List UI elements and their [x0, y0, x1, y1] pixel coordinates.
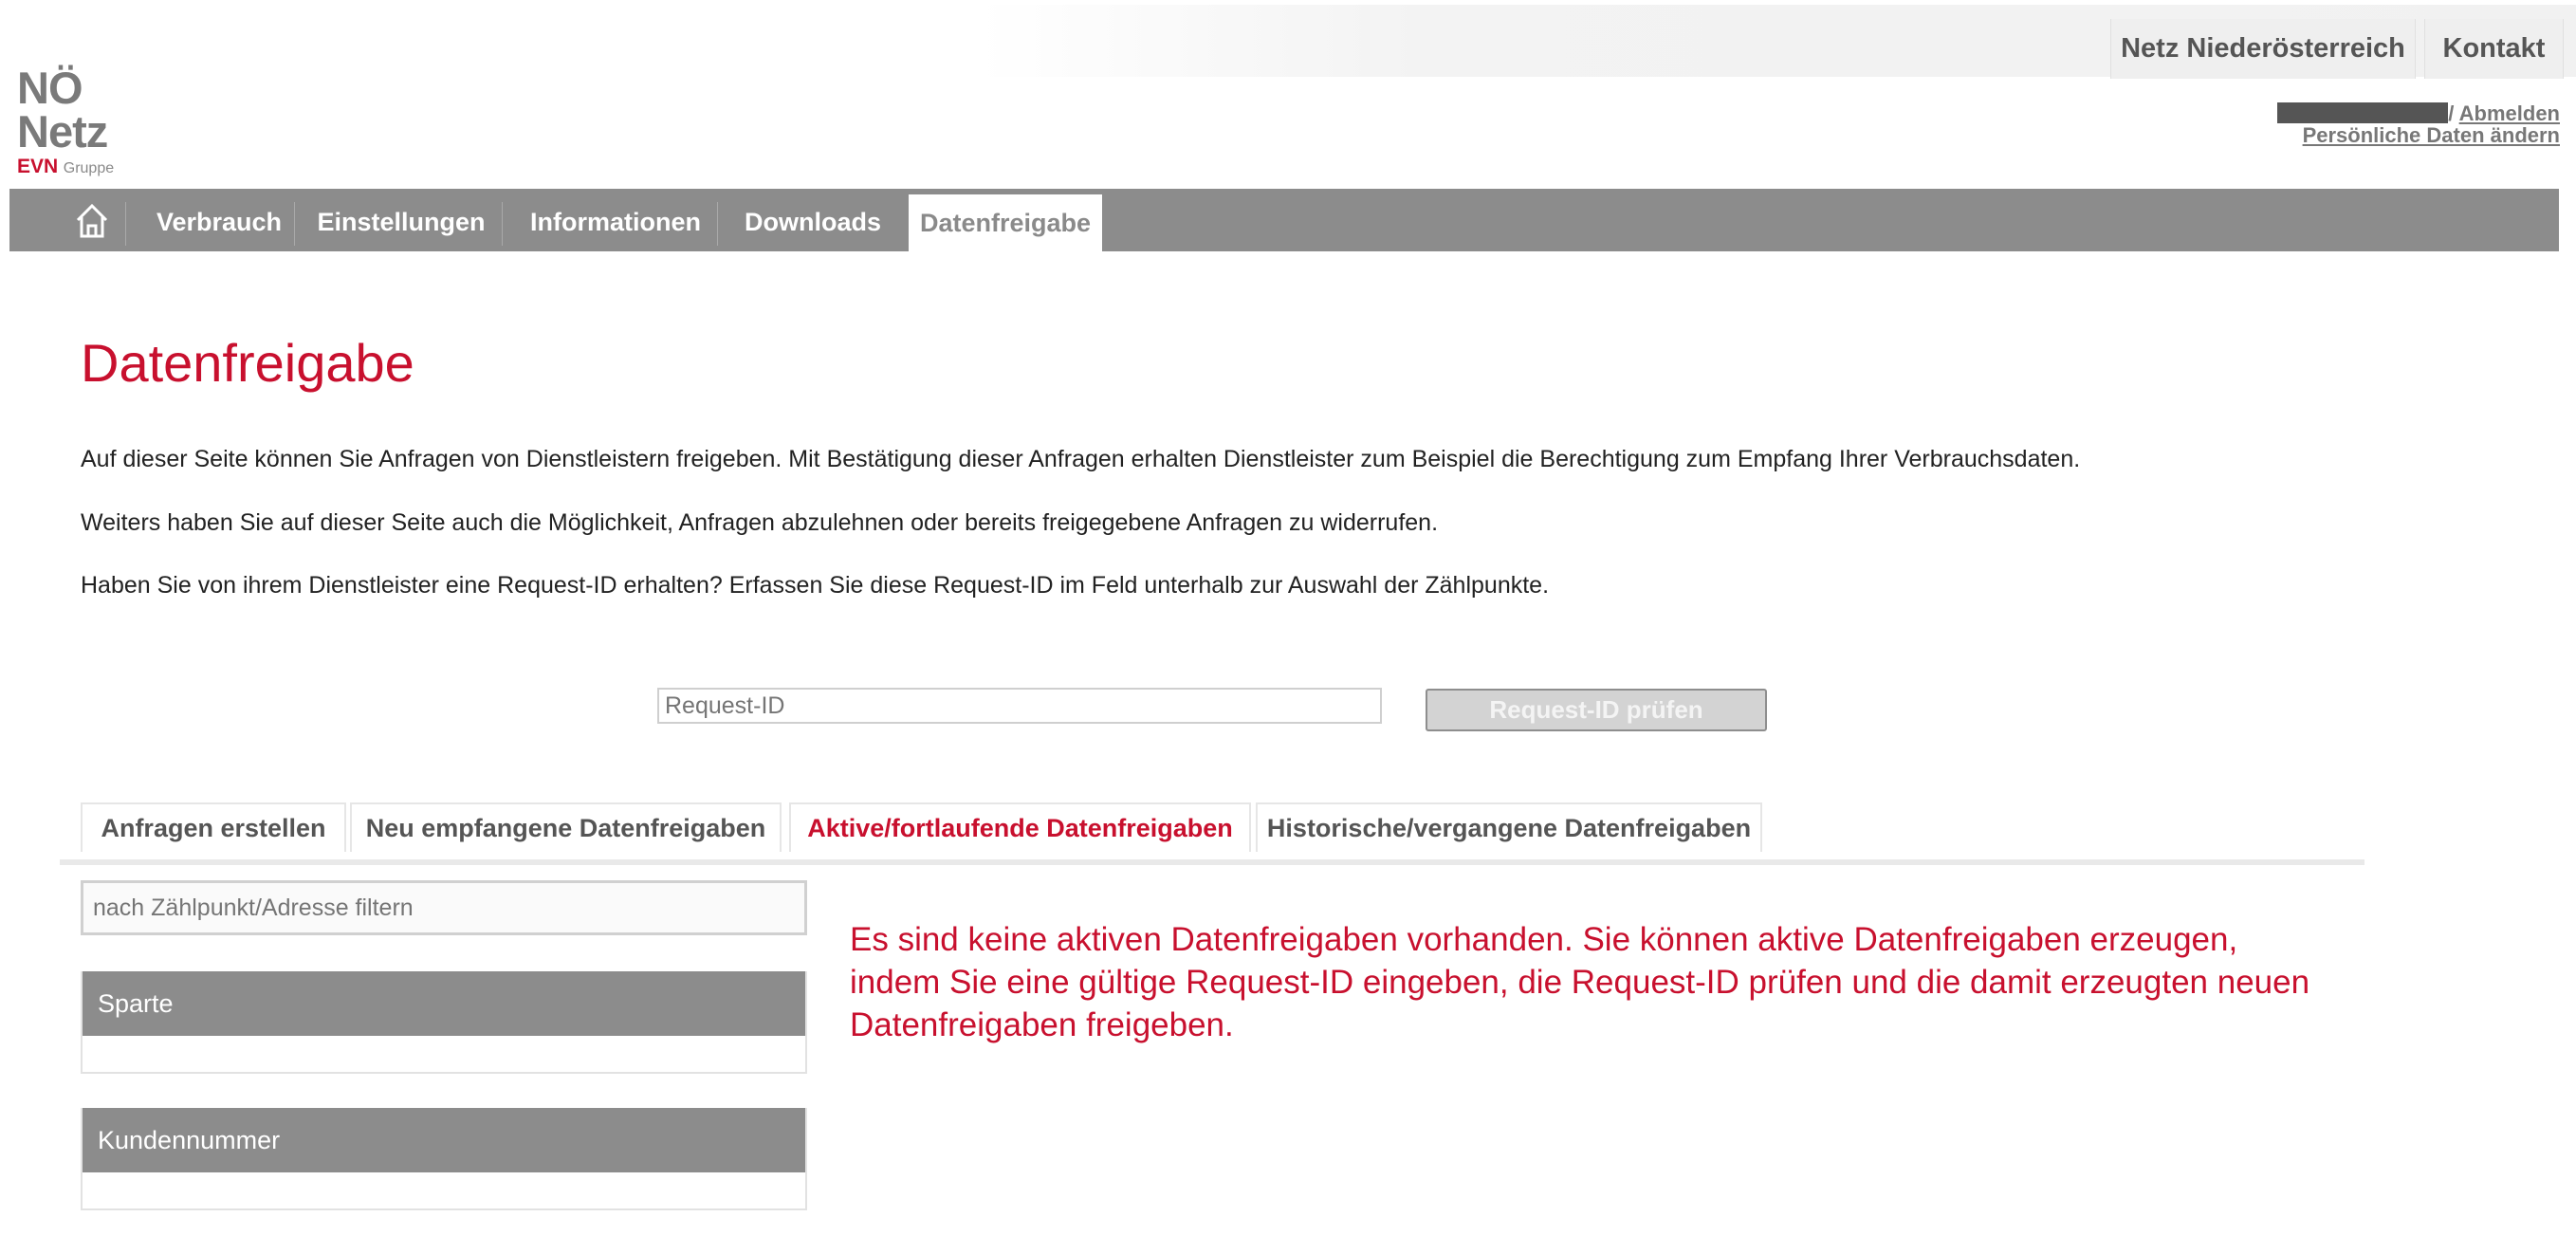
nav-downloads[interactable]: Downloads	[744, 208, 881, 236]
tab-historische[interactable]: Historische/vergangene Datenfreigaben	[1256, 802, 1762, 852]
nav-separator	[125, 202, 126, 246]
request-id-input[interactable]	[657, 688, 1382, 724]
nav-informationen[interactable]: Informationen	[530, 208, 701, 236]
tab-divider	[60, 859, 2364, 865]
nav-separator	[717, 202, 718, 246]
nav-datenfreigabe[interactable]: Datenfreigabe	[909, 194, 1102, 251]
edit-profile-link[interactable]: Persönliche Daten ändern	[2302, 123, 2560, 147]
logo[interactable]	[17, 63, 140, 182]
main-nav	[9, 189, 2559, 251]
logo-line-1: NÖ	[17, 63, 83, 113]
logo-line-2: Netz	[17, 106, 108, 157]
empty-state-message: Es sind keine aktiven Datenfreigaben vorhanden. Sie können aktive Datenfreigaben erzeugen, indem Sie eine gültige Request-ID eingeben, die Request-ID prüfen und die damit erzeugten neuen Datenfreigaben freigeben.	[850, 921, 2310, 1043]
nav-separator	[502, 202, 503, 246]
facet-kundennummer	[81, 1108, 807, 1210]
filter-input[interactable]	[81, 880, 807, 935]
home-icon[interactable]	[66, 194, 118, 246]
tab-anfragen-erstellen[interactable]: Anfragen erstellen	[81, 802, 346, 852]
logo-group: Gruppe	[63, 160, 115, 176]
facet-sparte	[81, 971, 807, 1074]
page-title: Datenfreigabe	[81, 333, 414, 393]
kontakt-link[interactable]: Kontakt	[2424, 19, 2564, 79]
intro-paragraph-2: Weiters haben Sie auf dieser Seite auch die Möglichkeit, Anfragen abzulehnen oder bereits freigegebene Anfragen zu widerrufen.	[81, 509, 1439, 536]
tab-aktive-fortlaufende[interactable]: Aktive/fortlaufende Datenfreigaben	[789, 802, 1251, 852]
user-area	[2277, 102, 2560, 146]
netz-niederoesterreich-link[interactable]: Netz Niederösterreich	[2110, 19, 2416, 79]
check-request-id-button[interactable]: Request-ID prüfen	[1426, 689, 1767, 731]
facet-body-sparte	[83, 1036, 805, 1072]
nav-einstellungen[interactable]: Einstellungen	[317, 208, 486, 236]
nav-separator	[294, 202, 295, 246]
logo-brand: EVN	[17, 156, 59, 177]
facet-header-sparte[interactable]: Sparte	[83, 971, 805, 1036]
nav-verbrauch[interactable]: Verbrauch	[156, 208, 283, 236]
redacted-username	[2277, 102, 2448, 123]
facet-body-kundennummer	[83, 1172, 805, 1208]
facet-header-kundennummer[interactable]: Kundennummer	[83, 1108, 805, 1172]
intro-paragraph-1: Auf dieser Seite können Sie Anfragen von Dienstleistern freigeben. Mit Bestätigung dieser Anfragen erhalten Dienstleister zum Beispiel die Berechtigung zum Empfang Ihrer Verbrauchsdaten.	[81, 446, 2081, 472]
logout-link[interactable]: Abmelden	[2458, 101, 2560, 125]
top-bar	[0, 5, 2576, 77]
user-separator: /	[2448, 101, 2459, 125]
tab-neu-empfangene[interactable]: Neu empfangene Datenfreigaben	[350, 802, 782, 852]
intro-paragraph-3: Haben Sie von ihrem Dienstleister eine Request-ID erhalten? Erfassen Sie diese Request-ID im Feld unterhalb zur Auswahl der Zählpunkte.	[81, 572, 1550, 599]
